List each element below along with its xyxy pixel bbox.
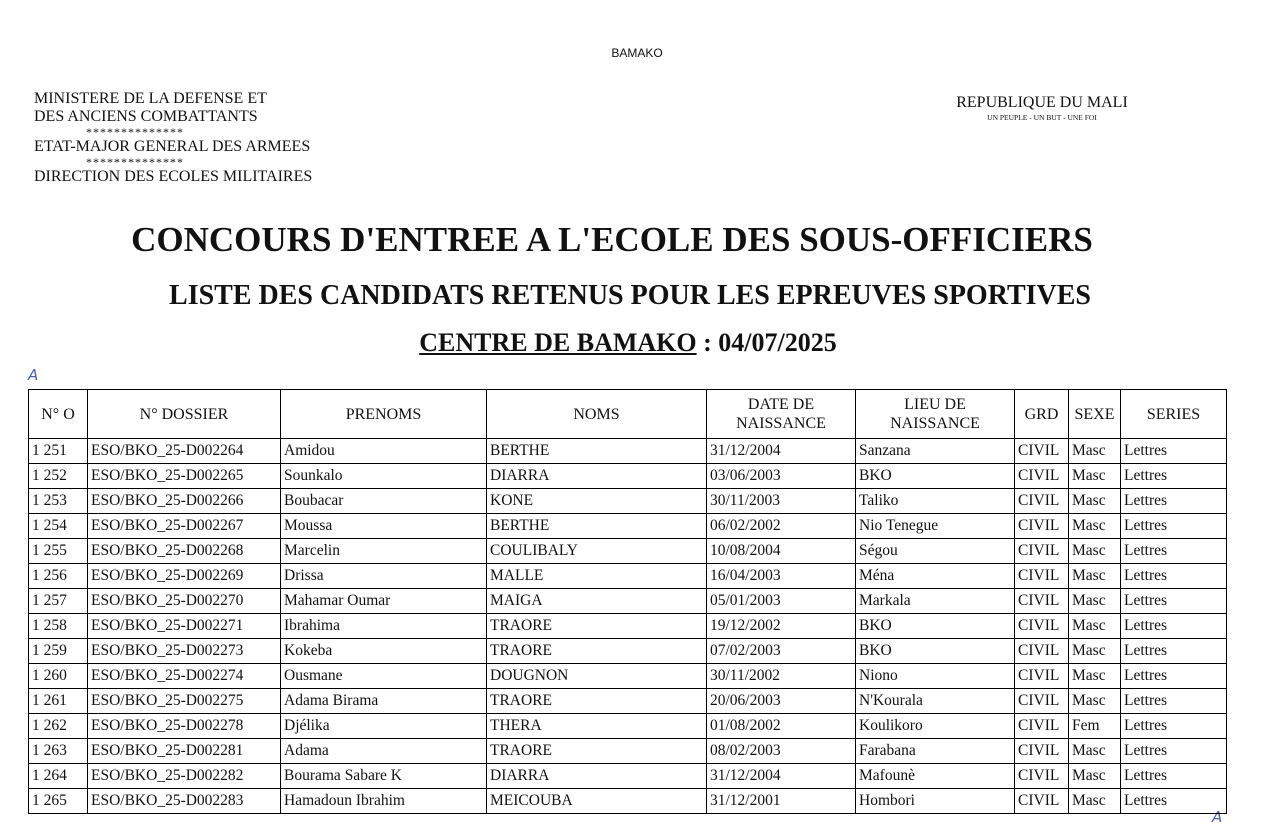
cell-noms: MEICOUBA (487, 789, 707, 814)
cell-dossier: ESO/BKO_25-D002267 (88, 514, 281, 539)
cell-grade: CIVIL (1015, 614, 1069, 639)
cell-series: Lettres (1121, 739, 1227, 764)
table-row (29, 564, 1227, 589)
cell-birth-place: Nio Tenegue (856, 514, 1015, 539)
cell-dossier: ESO/BKO_25-D002265 (88, 464, 281, 489)
cell-sex: Masc (1069, 614, 1121, 639)
cell-birth-date: 05/01/2003 (707, 589, 856, 614)
cell-dossier: ESO/BKO_25-D002271 (88, 614, 281, 639)
cell-series: Lettres (1121, 789, 1227, 814)
cell-noms: BERTHE (487, 514, 707, 539)
cell-sex: Masc (1069, 739, 1121, 764)
cell-birth-place: Ségou (856, 539, 1015, 564)
cell-noms: DIARRA (487, 764, 707, 789)
direction-line: DIRECTION DES ECOLES MILITAIRES (34, 168, 313, 185)
cell-birth-place: Sanzana (856, 439, 1015, 464)
cell-series: Lettres (1121, 464, 1227, 489)
header-sex: SEXE (1069, 390, 1121, 439)
cell-no: 1 265 (29, 789, 88, 814)
cell-birth-date: 01/08/2002 (707, 714, 856, 739)
cell-grade: CIVIL (1015, 539, 1069, 564)
cell-series: Lettres (1121, 639, 1227, 664)
cell-noms: KONE (487, 489, 707, 514)
cell-prenoms: Bourama Sabare K (281, 764, 487, 789)
cell-series: Lettres (1121, 439, 1227, 464)
cell-prenoms: Moussa (281, 514, 487, 539)
cell-noms: TRAORE (487, 639, 707, 664)
cell-sex: Masc (1069, 589, 1121, 614)
table-row (29, 714, 1227, 739)
cell-no: 1 261 (29, 689, 88, 714)
cell-birth-place: Koulikoro (856, 714, 1015, 739)
exam-center-separator: : (696, 328, 719, 357)
candidates-table (28, 389, 1227, 814)
cell-prenoms: Ibrahima (281, 614, 487, 639)
cell-series: Lettres (1121, 489, 1227, 514)
cell-grade: CIVIL (1015, 764, 1069, 789)
cell-birth-date: 31/12/2004 (707, 764, 856, 789)
cell-prenoms: Boubacar (281, 489, 487, 514)
cell-sex: Masc (1069, 639, 1121, 664)
cell-sex: Fem (1069, 714, 1121, 739)
table-row (29, 789, 1227, 814)
cell-sex: Masc (1069, 439, 1121, 464)
cell-no: 1 259 (29, 639, 88, 664)
table-row (29, 639, 1227, 664)
cell-no: 1 252 (29, 464, 88, 489)
table-row (29, 464, 1227, 489)
cell-dossier: ESO/BKO_25-D002268 (88, 539, 281, 564)
cell-grade: CIVIL (1015, 439, 1069, 464)
cell-birth-place: BKO (856, 639, 1015, 664)
handwritten-mark-bottom: A (1212, 808, 1223, 826)
cell-dossier: ESO/BKO_25-D002269 (88, 564, 281, 589)
handwritten-mark-top: A (28, 366, 39, 384)
republic-name: REPUBLIQUE DU MALI (956, 94, 1128, 111)
cell-birth-place: Niono (856, 664, 1015, 689)
cell-sex: Masc (1069, 489, 1121, 514)
cell-noms: TRAORE (487, 614, 707, 639)
cell-series: Lettres (1121, 539, 1227, 564)
cell-sex: Masc (1069, 539, 1121, 564)
cell-dossier: ESO/BKO_25-D002270 (88, 589, 281, 614)
cell-birth-place: BKO (856, 464, 1015, 489)
separator-2: ************** (86, 155, 184, 169)
cell-grade: CIVIL (1015, 714, 1069, 739)
cell-birth-place: Mafounè (856, 764, 1015, 789)
cell-dossier: ESO/BKO_25-D002281 (88, 739, 281, 764)
table-row (29, 739, 1227, 764)
cell-grade: CIVIL (1015, 464, 1069, 489)
cell-no: 1 254 (29, 514, 88, 539)
cell-prenoms: Marcelin (281, 539, 487, 564)
cell-dossier: ESO/BKO_25-D002278 (88, 714, 281, 739)
table-row (29, 539, 1227, 564)
cell-birth-place: N'Kourala (856, 689, 1015, 714)
cell-dossier: ESO/BKO_25-D002283 (88, 789, 281, 814)
cell-sex: Masc (1069, 789, 1121, 814)
cell-grade: CIVIL (1015, 489, 1069, 514)
cell-noms: COULIBALY (487, 539, 707, 564)
cell-grade: CIVIL (1015, 589, 1069, 614)
cell-series: Lettres (1121, 689, 1227, 714)
ministry-block (34, 90, 312, 186)
cell-noms: TRAORE (487, 689, 707, 714)
exam-center-label: CENTRE DE BAMAKO (419, 328, 697, 357)
table-row (29, 689, 1227, 714)
cell-grade: CIVIL (1015, 514, 1069, 539)
cell-no: 1 263 (29, 739, 88, 764)
cell-grade: CIVIL (1015, 789, 1069, 814)
header-noms: NOMS (487, 390, 707, 439)
cell-prenoms: Djélika (281, 714, 487, 739)
exam-center-line (0, 328, 1256, 358)
cell-no: 1 260 (29, 664, 88, 689)
cell-dossier: ESO/BKO_25-D002282 (88, 764, 281, 789)
ministry-line-1: MINISTERE DE LA DEFENSE ET (34, 90, 267, 107)
cell-birth-place: BKO (856, 614, 1015, 639)
cell-sex: Masc (1069, 664, 1121, 689)
document-subtitle: LISTE DES CANDIDATS RETENUS POUR LES EPREUVES SPORTIVES (169, 280, 1091, 311)
cell-birth-date: 03/06/2003 (707, 464, 856, 489)
city-header: BAMAKO (611, 46, 663, 60)
cell-birth-date: 06/02/2002 (707, 514, 856, 539)
cell-series: Lettres (1121, 564, 1227, 589)
cell-noms: BERTHE (487, 439, 707, 464)
cell-prenoms: Ousmane (281, 664, 487, 689)
cell-prenoms: Drissa (281, 564, 487, 589)
header-dossier: N° DOSSIER (88, 390, 281, 439)
cell-sex: Masc (1069, 689, 1121, 714)
cell-grade: CIVIL (1015, 689, 1069, 714)
cell-grade: CIVIL (1015, 639, 1069, 664)
cell-series: Lettres (1121, 514, 1227, 539)
cell-series: Lettres (1121, 764, 1227, 789)
cell-no: 1 264 (29, 764, 88, 789)
cell-prenoms: Adama (281, 739, 487, 764)
cell-birth-date: 16/04/2003 (707, 564, 856, 589)
cell-no: 1 262 (29, 714, 88, 739)
table-row (29, 514, 1227, 539)
header-no: N° O (29, 390, 88, 439)
cell-no: 1 251 (29, 439, 88, 464)
cell-prenoms: Hamadoun Ibrahim (281, 789, 487, 814)
cell-dossier: ESO/BKO_25-D002266 (88, 489, 281, 514)
cell-birth-date: 31/12/2004 (707, 439, 856, 464)
cell-sex: Masc (1069, 564, 1121, 589)
cell-series: Lettres (1121, 714, 1227, 739)
cell-birth-date: 20/06/2003 (707, 689, 856, 714)
cell-dossier: ESO/BKO_25-D002273 (88, 639, 281, 664)
cell-prenoms: Amidou (281, 439, 487, 464)
cell-birth-date: 08/02/2003 (707, 739, 856, 764)
cell-noms: TRAORE (487, 739, 707, 764)
table-row (29, 489, 1227, 514)
header-birth-date: DATE DE NAISSANCE (707, 390, 856, 439)
cell-noms: MAIGA (487, 589, 707, 614)
header-series: SERIES (1121, 390, 1227, 439)
cell-sex: Masc (1069, 464, 1121, 489)
cell-series: Lettres (1121, 589, 1227, 614)
header-birth-place: LIEU DE NAISSANCE (856, 390, 1015, 439)
cell-prenoms: Sounkalo (281, 464, 487, 489)
cell-grade: CIVIL (1015, 739, 1069, 764)
cell-birth-date: 31/12/2001 (707, 789, 856, 814)
cell-birth-place: Taliko (856, 489, 1015, 514)
cell-no: 1 255 (29, 539, 88, 564)
cell-grade: CIVIL (1015, 664, 1069, 689)
cell-dossier: ESO/BKO_25-D002275 (88, 689, 281, 714)
cell-no: 1 258 (29, 614, 88, 639)
cell-birth-place: Ména (856, 564, 1015, 589)
cell-birth-date: 30/11/2003 (707, 489, 856, 514)
national-motto: UN PEUPLE - UN BUT - UNE FOI (987, 113, 1097, 122)
cell-birth-date: 07/02/2003 (707, 639, 856, 664)
table-row (29, 764, 1227, 789)
cell-grade: CIVIL (1015, 564, 1069, 589)
cell-dossier: ESO/BKO_25-D002264 (88, 439, 281, 464)
cell-noms: THERA (487, 714, 707, 739)
header-grade: GRD (1015, 390, 1069, 439)
cell-prenoms: Kokeba (281, 639, 487, 664)
header-prenoms: PRENOMS (281, 390, 487, 439)
ministry-line-2: DES ANCIENS COMBATTANTS (34, 108, 258, 125)
cell-noms: MALLE (487, 564, 707, 589)
cell-noms: DIARRA (487, 464, 707, 489)
cell-birth-date: 19/12/2002 (707, 614, 856, 639)
table-row (29, 664, 1227, 689)
cell-noms: DOUGNON (487, 664, 707, 689)
staff-line: ETAT-MAJOR GENERAL DES ARMEES (34, 138, 311, 155)
cell-birth-place: Farabana (856, 739, 1015, 764)
cell-dossier: ESO/BKO_25-D002274 (88, 664, 281, 689)
table-row (29, 614, 1227, 639)
separator-1: ************** (86, 125, 184, 139)
table-row (29, 589, 1227, 614)
cell-no: 1 257 (29, 589, 88, 614)
document-title: CONCOURS D'ENTREE A L'ECOLE DES SOUS-OFFICIERS (131, 220, 1093, 259)
cell-birth-place: Hombori (856, 789, 1015, 814)
cell-birth-date: 30/11/2002 (707, 664, 856, 689)
cell-no: 1 253 (29, 489, 88, 514)
exam-date: 04/07/2025 (718, 328, 837, 357)
table-header-row (29, 390, 1227, 439)
cell-birth-place: Markala (856, 589, 1015, 614)
cell-prenoms: Adama Birama (281, 689, 487, 714)
cell-no: 1 256 (29, 564, 88, 589)
cell-series: Lettres (1121, 614, 1227, 639)
cell-birth-date: 10/08/2004 (707, 539, 856, 564)
cell-series: Lettres (1121, 664, 1227, 689)
cell-sex: Masc (1069, 764, 1121, 789)
republic-block (950, 94, 1134, 122)
cell-prenoms: Mahamar Oumar (281, 589, 487, 614)
cell-sex: Masc (1069, 514, 1121, 539)
table-row (29, 439, 1227, 464)
